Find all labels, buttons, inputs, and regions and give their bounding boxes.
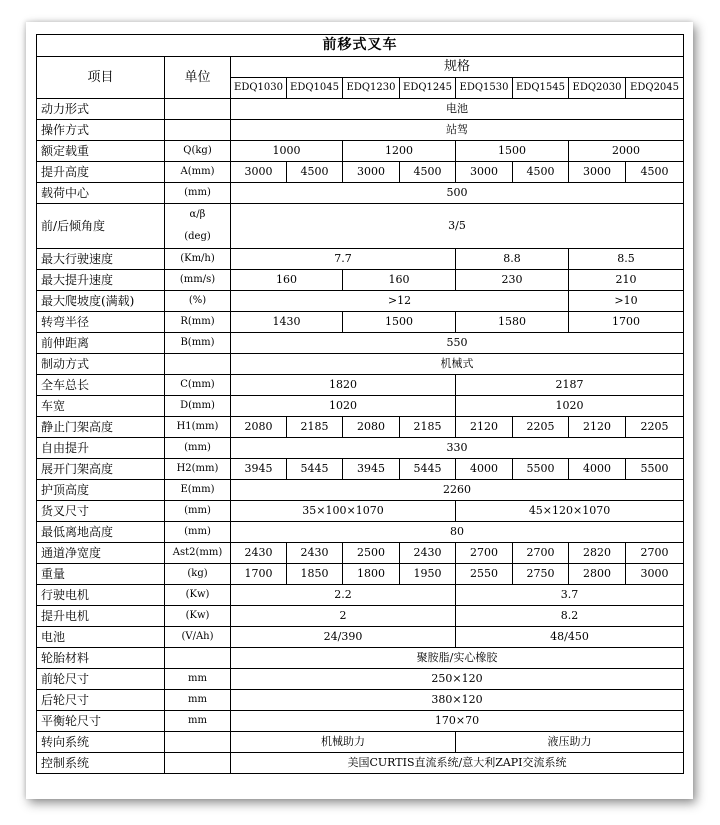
table-row	[37, 270, 684, 291]
row-unit: (Km/h)	[165, 249, 231, 270]
spec-value: >12	[231, 291, 569, 312]
spec-value: 3000	[343, 162, 400, 183]
table-row	[37, 249, 684, 270]
table-row	[37, 120, 684, 141]
row-unit: (Kw)	[165, 585, 231, 606]
header-unit: 单位	[165, 57, 231, 99]
table-row	[37, 627, 684, 648]
spec-value: 2120	[569, 417, 626, 438]
row-label: 全车总长	[37, 375, 165, 396]
spec-value: >10	[569, 291, 684, 312]
spec-value: 160	[343, 270, 456, 291]
row-unit: mm	[165, 711, 231, 732]
table-row	[37, 690, 684, 711]
table-row	[37, 204, 684, 249]
table-row	[37, 99, 684, 120]
spec-value: 4500	[400, 162, 456, 183]
spec-value: 2430	[231, 543, 287, 564]
spec-value: 2430	[287, 543, 343, 564]
row-label: 行驶电机	[37, 585, 165, 606]
spec-value: 45×120×1070	[456, 501, 684, 522]
spec-value: 2800	[569, 564, 626, 585]
table-row	[37, 543, 684, 564]
table-row	[37, 501, 684, 522]
spec-value: 4500	[287, 162, 343, 183]
row-label: 最大爬坡度(满载)	[37, 291, 165, 312]
spec-value: 330	[231, 438, 684, 459]
row-unit	[165, 99, 231, 120]
spec-value: 4500	[626, 162, 684, 183]
model-header-edq1245: EDQ1245	[400, 78, 456, 99]
row-unit: Q(kg)	[165, 141, 231, 162]
spec-value: 1580	[456, 312, 569, 333]
spec-value: 210	[569, 270, 684, 291]
row-unit	[165, 120, 231, 141]
row-unit	[165, 354, 231, 375]
table-row	[37, 183, 684, 204]
row-unit: (mm)	[165, 438, 231, 459]
spec-value: 3945	[231, 459, 287, 480]
row-unit: mm	[165, 669, 231, 690]
row-label: 前/后倾角度	[37, 204, 165, 249]
row-unit: E(mm)	[165, 480, 231, 501]
spec-value: 8.8	[456, 249, 569, 270]
spec-value: 3000	[626, 564, 684, 585]
row-unit: mm	[165, 690, 231, 711]
spec-value: 80	[231, 522, 684, 543]
table-row	[37, 375, 684, 396]
row-unit: (Kw)	[165, 606, 231, 627]
spec-value: 1850	[287, 564, 343, 585]
spec-value: 5500	[513, 459, 569, 480]
spec-value: 2205	[626, 417, 684, 438]
row-label: 提升电机	[37, 606, 165, 627]
table-row	[37, 753, 684, 774]
row-label: 动力形式	[37, 99, 165, 120]
spec-value: 380×120	[231, 690, 684, 711]
row-unit	[165, 648, 231, 669]
row-unit: C(mm)	[165, 375, 231, 396]
header-item: 项目	[37, 57, 165, 99]
spec-value: 2205	[513, 417, 569, 438]
spec-value: 4000	[456, 459, 513, 480]
row-unit: Ast2(mm)	[165, 543, 231, 564]
row-label: 电池	[37, 627, 165, 648]
row-label: 自由提升	[37, 438, 165, 459]
spec-table	[36, 34, 684, 774]
table-row	[37, 333, 684, 354]
spec-value: 2260	[231, 480, 684, 501]
spec-value: 2000	[569, 141, 684, 162]
spec-value: 2750	[513, 564, 569, 585]
row-unit	[165, 732, 231, 753]
row-label: 车宽	[37, 396, 165, 417]
row-unit: (mm/s)	[165, 270, 231, 291]
spec-value: 1700	[569, 312, 684, 333]
table-row	[37, 141, 684, 162]
table-row	[37, 417, 684, 438]
spec-value: 3945	[343, 459, 400, 480]
row-unit: (mm)	[165, 522, 231, 543]
table-row	[37, 522, 684, 543]
table-row	[37, 669, 684, 690]
spec-value: 2500	[343, 543, 400, 564]
spec-value: 4000	[569, 459, 626, 480]
row-unit: (mm)	[165, 501, 231, 522]
table-row	[37, 648, 684, 669]
row-label: 货叉尺寸	[37, 501, 165, 522]
spec-value: 1500	[456, 141, 569, 162]
row-label: 静止门架高度	[37, 417, 165, 438]
row-unit: α/β (deg)	[165, 204, 231, 249]
row-unit: (mm)	[165, 183, 231, 204]
table-row	[37, 732, 684, 753]
spec-value: 8.2	[456, 606, 684, 627]
row-label: 操作方式	[37, 120, 165, 141]
spec-value: 35×100×1070	[231, 501, 456, 522]
spec-value: 2185	[287, 417, 343, 438]
spec-value: 2550	[456, 564, 513, 585]
model-header-edq1530: EDQ1530	[456, 78, 513, 99]
row-label: 最大行驶速度	[37, 249, 165, 270]
spec-value: 5445	[287, 459, 343, 480]
table-row	[37, 711, 684, 732]
row-label: 控制系统	[37, 753, 165, 774]
spec-value: 3.7	[456, 585, 684, 606]
spec-value: 3000	[456, 162, 513, 183]
spec-value: 24/390	[231, 627, 456, 648]
spec-value: 2.2	[231, 585, 456, 606]
spec-value: 3/5	[231, 204, 684, 249]
table-row	[37, 438, 684, 459]
spec-value: 1800	[343, 564, 400, 585]
row-label: 通道净宽度	[37, 543, 165, 564]
spec-value: 2700	[456, 543, 513, 564]
spec-value: 7.7	[231, 249, 456, 270]
spec-value: 2	[231, 606, 456, 627]
row-label: 转向系统	[37, 732, 165, 753]
spec-value: 1020	[456, 396, 684, 417]
spec-value: 2187	[456, 375, 684, 396]
spec-value: 170×70	[231, 711, 684, 732]
row-label: 转弯半径	[37, 312, 165, 333]
table-row	[37, 480, 684, 501]
model-header-edq2030: EDQ2030	[569, 78, 626, 99]
spec-value: 聚胺脂/实心橡胶	[231, 648, 684, 669]
model-header-edq1230: EDQ1230	[343, 78, 400, 99]
spec-value: 550	[231, 333, 684, 354]
row-unit: (kg)	[165, 564, 231, 585]
spec-value: 1500	[343, 312, 456, 333]
spec-value: 2820	[569, 543, 626, 564]
spec-value: 机械式	[231, 354, 684, 375]
table-title: 前移式叉车	[37, 35, 684, 57]
model-header-edq1045: EDQ1045	[287, 78, 343, 99]
row-unit: A(mm)	[165, 162, 231, 183]
row-label: 前伸距离	[37, 333, 165, 354]
spec-value: 1430	[231, 312, 343, 333]
spec-value: 3000	[231, 162, 287, 183]
spec-value: 站驾	[231, 120, 684, 141]
row-label: 护顶高度	[37, 480, 165, 501]
row-label: 提升高度	[37, 162, 165, 183]
header-spec: 规格	[231, 57, 684, 78]
spec-value: 1820	[231, 375, 456, 396]
row-unit: (V/Ah)	[165, 627, 231, 648]
table-row	[37, 564, 684, 585]
row-label: 最大提升速度	[37, 270, 165, 291]
spec-value: 5500	[626, 459, 684, 480]
row-unit: H1(mm)	[165, 417, 231, 438]
table-row	[37, 312, 684, 333]
spec-value: 2080	[343, 417, 400, 438]
spec-value: 1200	[343, 141, 456, 162]
table-row	[37, 585, 684, 606]
row-label: 后轮尺寸	[37, 690, 165, 711]
row-unit: B(mm)	[165, 333, 231, 354]
spec-value: 液压助力	[456, 732, 684, 753]
spec-value: 美国CURTIS直流系统/意大利ZAPI交流系统	[231, 753, 684, 774]
spec-value: 5445	[400, 459, 456, 480]
row-label: 最低离地高度	[37, 522, 165, 543]
row-label: 平衡轮尺寸	[37, 711, 165, 732]
table-row	[37, 354, 684, 375]
table-row	[37, 459, 684, 480]
spec-value: 48/450	[456, 627, 684, 648]
row-label: 前轮尺寸	[37, 669, 165, 690]
spec-value: 1700	[231, 564, 287, 585]
spec-value: 机械助力	[231, 732, 456, 753]
row-label: 展开门架高度	[37, 459, 165, 480]
spec-value: 1020	[231, 396, 456, 417]
row-unit: R(mm)	[165, 312, 231, 333]
spec-value: 2080	[231, 417, 287, 438]
spec-value: 500	[231, 183, 684, 204]
table-row	[37, 162, 684, 183]
model-header-edq1030: EDQ1030	[231, 78, 287, 99]
row-unit	[165, 753, 231, 774]
spec-value: 电池	[231, 99, 684, 120]
spec-value: 2185	[400, 417, 456, 438]
spec-value: 2700	[513, 543, 569, 564]
row-unit: H2(mm)	[165, 459, 231, 480]
row-unit: D(mm)	[165, 396, 231, 417]
row-label: 轮胎材料	[37, 648, 165, 669]
spec-sheet	[26, 22, 693, 799]
spec-value: 250×120	[231, 669, 684, 690]
spec-value: 2430	[400, 543, 456, 564]
model-header-edq2045: EDQ2045	[626, 78, 684, 99]
spec-value: 8.5	[569, 249, 684, 270]
row-label: 重量	[37, 564, 165, 585]
spec-value: 160	[231, 270, 343, 291]
model-header-edq1545: EDQ1545	[513, 78, 569, 99]
spec-value: 2700	[626, 543, 684, 564]
spec-value: 1950	[400, 564, 456, 585]
row-label: 额定载重	[37, 141, 165, 162]
row-label: 载荷中心	[37, 183, 165, 204]
spec-value: 3000	[569, 162, 626, 183]
spec-value: 1000	[231, 141, 343, 162]
row-unit: (%)	[165, 291, 231, 312]
row-label: 制动方式	[37, 354, 165, 375]
table-row	[37, 291, 684, 312]
spec-value: 4500	[513, 162, 569, 183]
table-row	[37, 606, 684, 627]
table-row	[37, 396, 684, 417]
spec-value: 230	[456, 270, 569, 291]
spec-value: 2120	[456, 417, 513, 438]
